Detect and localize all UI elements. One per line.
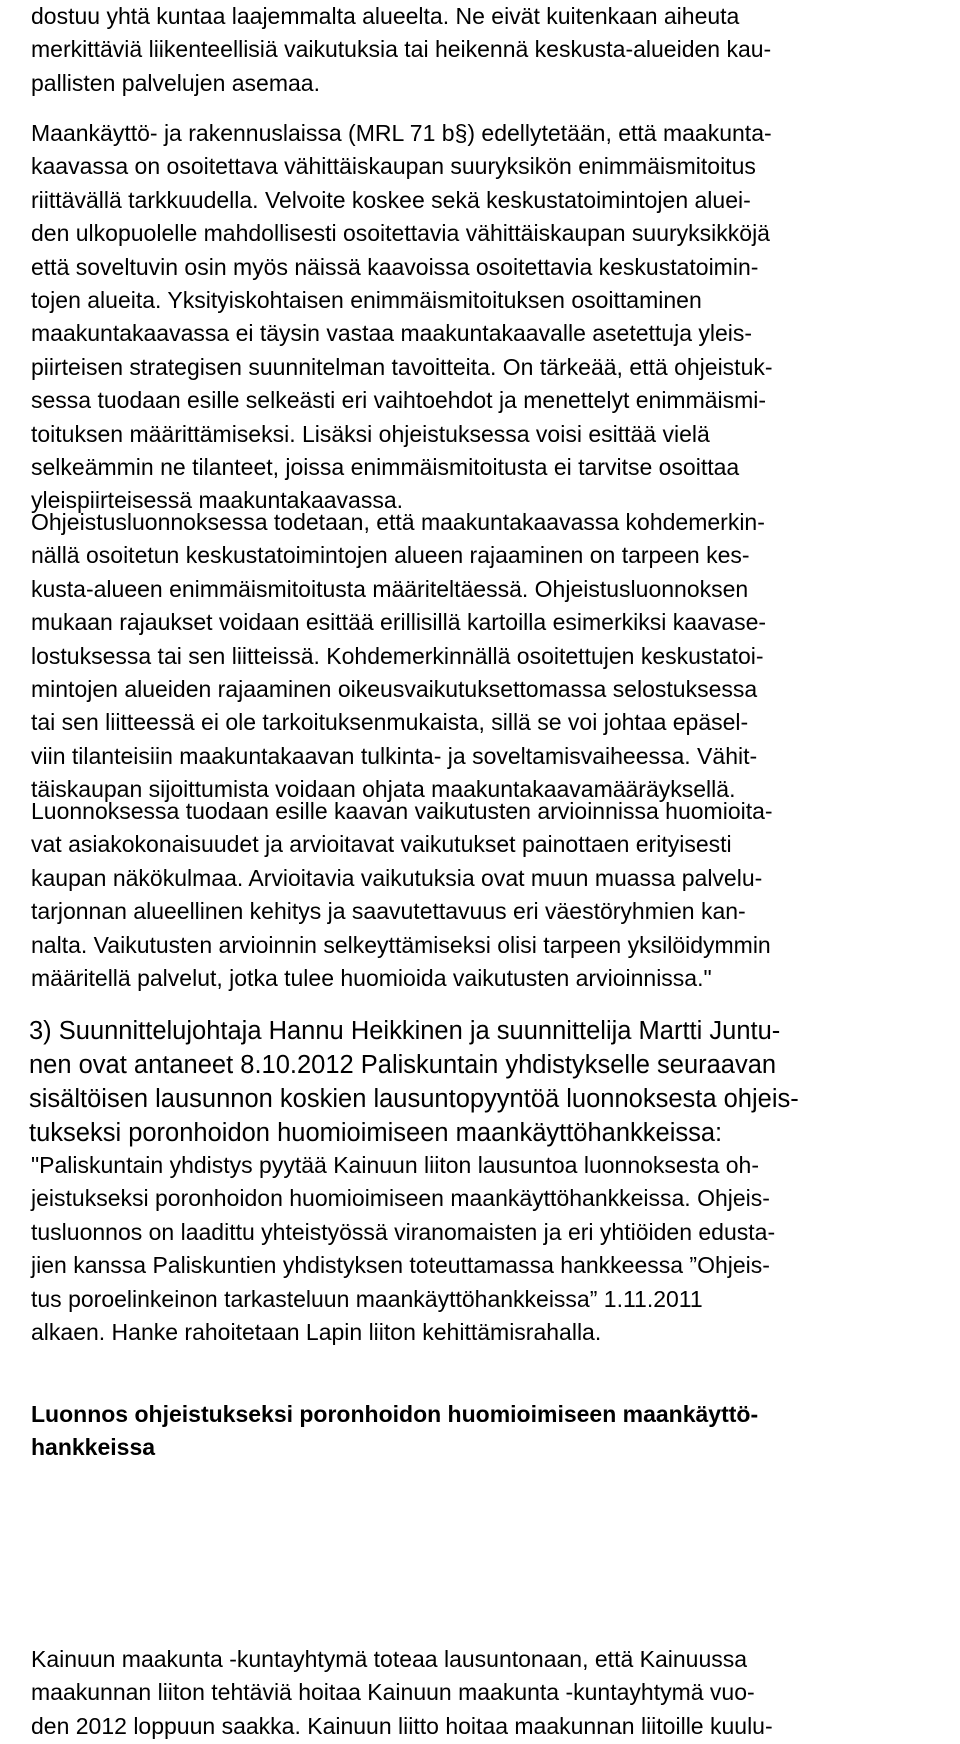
text-line: piirteisen strategisen suunnitelman tavoitteita. On tärkeää, että ohjeistuk- xyxy=(31,353,773,380)
text-line: selkeämmin ne tilanteet, joissa enimmäismitoitusta ei tarvitse osoittaa xyxy=(31,453,740,480)
text-line: dostuu yhtä kuntaa laajemmalta alueelta. Ne eivät kuitenkaan aiheuta xyxy=(31,3,740,29)
text-line: tarjonnan alueellinen kehitys ja saavutettavuus eri väestöryhmien kan- xyxy=(31,898,746,925)
text-line: Kainuun maakunta -kuntayhtymä toteaa lausuntonaan, että Kainuussa xyxy=(31,1646,748,1672)
text-line: maakunnan liiton tehtäviä hoitaa Kainuun maakunta -kuntayhtymä vuo- xyxy=(31,1679,755,1706)
text-line: lostuksessa tai sen liitteissä. Kohdemerkinnällä osoitettujen keskustatoi- xyxy=(31,642,764,669)
text-line: tusluonnos on laadittu yhteistyössä viranomaisten ja eri yhtiöiden edusta- xyxy=(31,1218,776,1245)
text-line: 3) Suunnittelujohtaja Hannu Heikkinen ja suunnittelija Martti Juntu- xyxy=(29,1017,781,1045)
text-line: kusta-alueen enimmäismitoitusta määriteltäessä. Ohjeistusluonnoksen xyxy=(31,575,749,602)
text-line: että soveltuvin osin myös näissä kaavoissa osoitettavia keskustatoimin- xyxy=(31,253,759,280)
text-line: toituksen määrittämiseksi. Lisäksi ohjeistuksessa voisi esittää vielä xyxy=(31,420,710,447)
text-line: nalta. Vaikutusten arvioinnin selkeyttämiseksi olisi tarpeen yksilöidymmin xyxy=(31,931,771,958)
text-line: maakuntakaavassa ei täysin vastaa maakuntakaavalle asetettuja yleis- xyxy=(31,320,753,347)
text-line: sessa tuodaan esille selkeästi eri vaihtoehdot ja menettelyt enimmäismi- xyxy=(31,387,767,414)
text-line: den 2012 loppuun saakka. Kainuun liitto hoitaa maakunnan liitoille kuulu- xyxy=(31,1712,773,1739)
text-line: Ohjeistusluonnoksessa todetaan, että maakuntakaavassa kohdemerkin- xyxy=(31,509,765,535)
paragraph-item-3 xyxy=(29,1014,934,1150)
text-line: merkittäviä liikenteellisiä vaikutuksia tai heikennä keskusta-alueiden kau- xyxy=(31,36,772,63)
text-line: Luonnos ohjeistukseksi poronhoidon huomioimiseen maankäyttö- xyxy=(31,1401,759,1427)
text-line: riittävällä tarkkuudella. Velvoite koskee sekä keskustatoimintojen aluei- xyxy=(31,186,751,213)
text-line: nen ovat antaneet 8.10.2012 Paliskuntain yhdistykselle seuraavan xyxy=(29,1051,777,1079)
text-line: määritellä palvelut, jotka tulee huomioida vaikutusten arvioinnissa." xyxy=(31,964,712,991)
text-line: tojen alueita. Yksityiskohtaisen enimmäismitoituksen osoittaminen xyxy=(31,286,702,313)
text-line: Maankäyttö- ja rakennuslaissa (MRL 71 b§) edellytetään, että maakunta- xyxy=(31,120,772,146)
paragraph-intro-continued xyxy=(31,0,936,100)
text-line: kaupan näkökulmaa. Arvioitavia vaikutuksia ovat muun muassa palvelu- xyxy=(31,864,763,891)
text-line: pallisten palvelujen asemaa. xyxy=(31,69,320,96)
text-line: viin tilanteisiin maakuntakaavan tulkinta- ja soveltamisvaiheessa. Vähit- xyxy=(31,742,758,769)
text-line: nällä osoitetun keskustatoimintojen alueen rajaaminen on tarpeen kes- xyxy=(31,542,750,569)
paragraph-paliskuntain xyxy=(31,1149,936,1349)
paragraph-kainuu xyxy=(31,1643,936,1743)
text-line: mukaan rajaukset voidaan esittää erillisillä kartoilla esimerkiksi kaavase- xyxy=(31,609,767,636)
section-heading xyxy=(31,1398,936,1465)
text-line: yleispiirteisessä maakuntakaavassa. xyxy=(31,487,404,514)
text-line: kaavassa on osoitettava vähittäiskaupan suuryksikön enimmäismitoitus xyxy=(31,153,756,180)
text-line: tukseksi poronhoidon huomioimiseen maankäyttöhankkeissa: xyxy=(29,1119,723,1147)
paragraph-mrl xyxy=(31,117,936,518)
text-line: hankkeissa xyxy=(31,1434,156,1461)
text-line: sisältöisen lausunnon koskien lausuntopyyntöä luonnoksesta ohjeis- xyxy=(29,1085,799,1113)
paragraph-vaikutukset xyxy=(31,795,936,995)
text-line: "Paliskuntain yhdistys pyytää Kainuun liiton lausuntoa luonnoksesta oh- xyxy=(31,1152,760,1178)
text-line: täiskaupan sijoittumista voidaan ohjata maakuntakaavamääräyksellä. xyxy=(31,776,736,803)
text-line: tus poroelinkeinon tarkasteluun maankäyttöhankkeissa” 1.11.2011 xyxy=(31,1285,703,1312)
text-line: den ulkopuolelle mahdollisesti osoitettavia vähittäiskaupan suuryksikköjä xyxy=(31,220,770,247)
paragraph-luonnos xyxy=(31,506,936,807)
text-line: jeistukseksi poronhoidon huomioimiseen maankäyttöhankkeissa. Ohjeis- xyxy=(31,1185,770,1212)
text-line: alkaen. Hanke rahoitetaan Lapin liiton kehittämisrahalla. xyxy=(31,1318,602,1345)
text-line: mintojen alueiden rajaaminen oikeusvaikutuksettomassa selostuksessa xyxy=(31,675,758,702)
text-line: tai sen liitteessä ei ole tarkoituksenmukaista, sillä se voi johtaa epäsel- xyxy=(31,709,749,736)
text-line: jien kanssa Paliskuntien yhdistyksen toteuttamassa hankkeessa ”Ohjeis- xyxy=(31,1252,770,1279)
text-line: vat asiakokonaisuudet ja arvioitavat vaikutukset painottaen erityisesti xyxy=(31,831,732,858)
text-line: Luonnoksessa tuodaan esille kaavan vaikutusten arvioinnissa huomioita- xyxy=(31,798,773,824)
